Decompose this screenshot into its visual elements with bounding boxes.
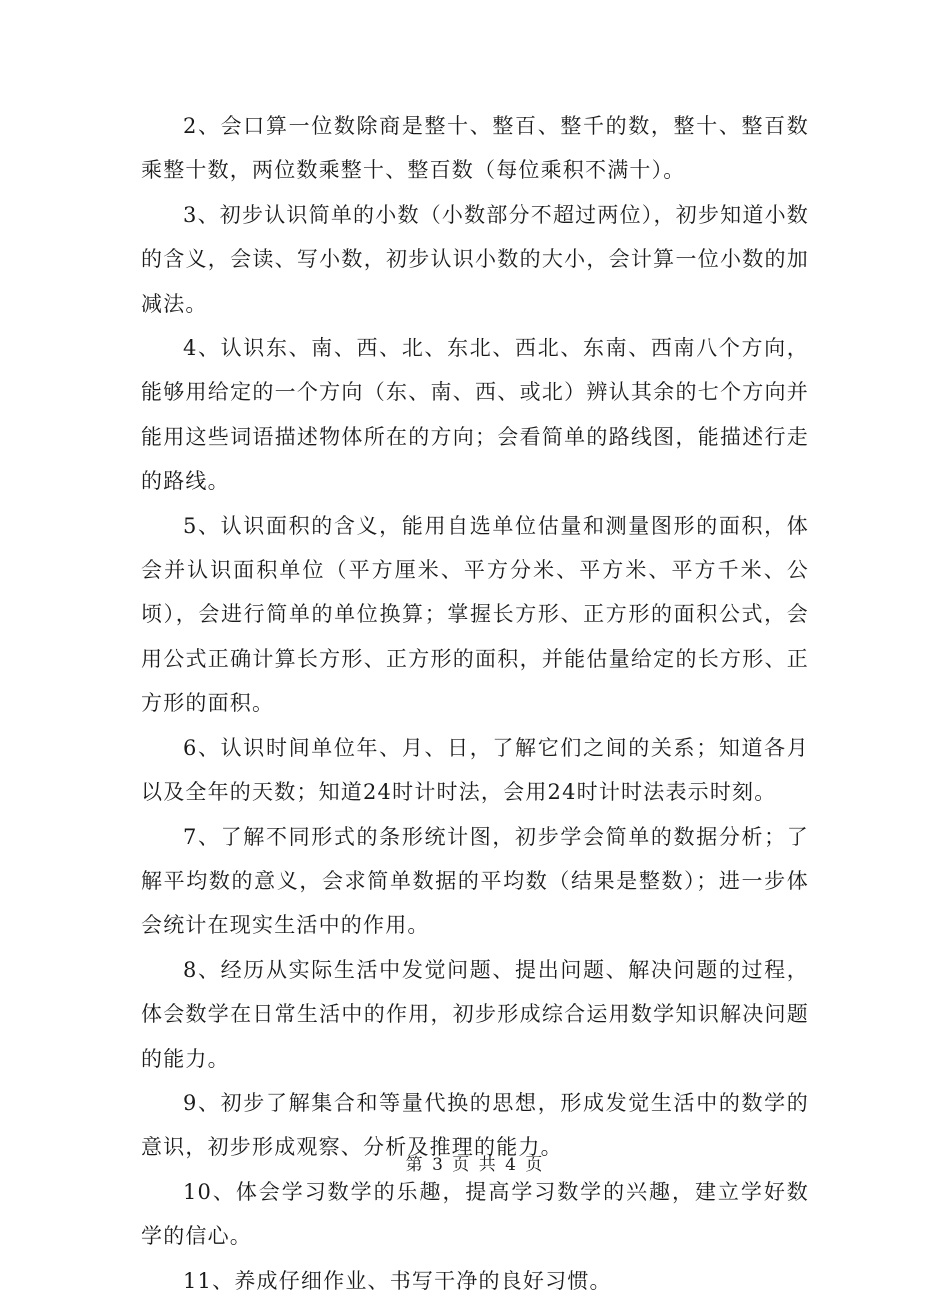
paragraph-item-8: 8、经历从实际生活中发觉问题、提出问题、解决问题的过程，体会数学在日常生活中的作用，初步形成综合运用数学知识解决问题的能力。 — [141, 957, 809, 1071]
paragraph-item-7: 7、了解不同形式的条形统计图，初步学会简单的数据分析；了解平均数的意义，会求简单数据的平均数（结果是整数）；进一步体会统计在现实生活中的作用。 — [141, 824, 809, 938]
paragraph-item-3: 3、初步认识简单的小数（小数部分不超过两位），初步知道小数的含义，会读、写小数，初步认识小数的大小，会计算一位小数的加减法。 — [141, 202, 809, 316]
paragraph-item-6: 6、认识时间单位年、月、日，了解它们之间的关系；知道各月以及全年的天数；知道24时计时法，会用24时计时法表示时刻。 — [141, 735, 809, 805]
document-body — [141, 104, 809, 1303]
paragraph-item-2: 2、会口算一位数除商是整十、整百、整千的数，整十、整百数乘整十数，两位数乘整十、整百数（每位乘积不满十）。 — [141, 114, 809, 183]
paragraph-item-9: 9、初步了解集合和等量代换的思想，形成发觉生活中的数学的意识，初步形成观察、分析及推理的能力。 — [141, 1090, 809, 1160]
page-number-footer: 第 3 页 共 4 页 — [405, 1155, 545, 1175]
paragraph-item-5: 5、认识面积的含义，能用自选单位估量和测量图形的面积，体会并认识面积单位（平方厘米、平方分米、平方米、平方千米、公顷），会进行简单的单位换算；掌握长方形、正方形的面积公式，会用公式正确计算长方形、正方形的面积，并能估量给定的长方形、正方形的面积。 — [141, 513, 809, 716]
paragraph-item-10: 10、体会学习数学的乐趣，提高学习数学的兴趣，建立学好数学的信心。 — [141, 1179, 809, 1249]
paragraph-item-4: 4、认识东、南、西、北、东北、西北、东南、西南八个方向，能够用给定的一个方向（东、南、西、或北）辨认其余的七个方向并能用这些词语描述物体所在的方向；会看简单的路线图，能描述行走的路线。 — [141, 336, 809, 494]
paragraph-item-11: 11、养成仔细作业、书写干净的良好习惯。 — [183, 1268, 612, 1293]
